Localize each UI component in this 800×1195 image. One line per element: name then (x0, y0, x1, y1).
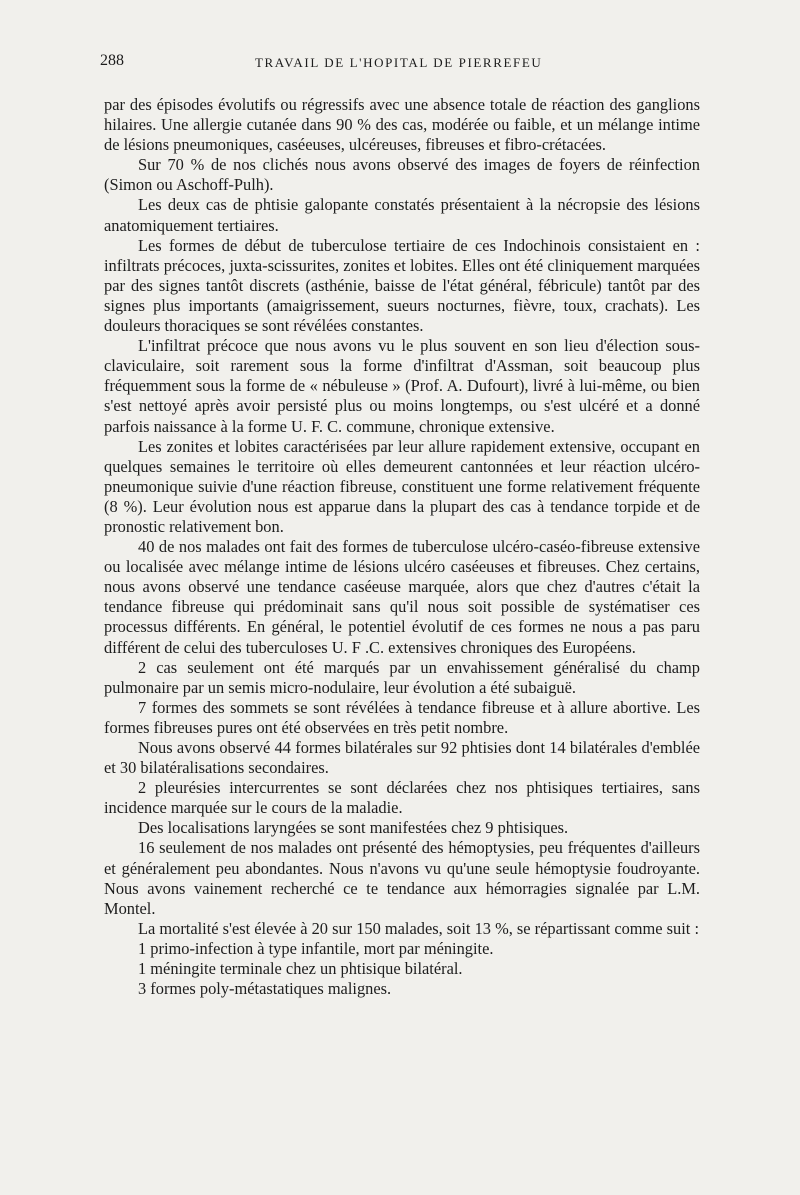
paragraph: Sur 70 % de nos clichés nous avons observé des images de foyers de réinfection (Simon ou Aschoff-Pulh). (104, 155, 700, 195)
page-number: 288 (100, 52, 124, 69)
running-title: TRAVAIL DE L'HOPITAL DE PIERREFEU (255, 55, 543, 70)
paragraph: Les zonites et lobites caractérisées par leur allure rapidement extensive, occupant en quelques semaines le territoire où elles demeurent cantonnées et leur réaction ulcéro-pneumonique suivie d'une réaction fibreuse, constituent une forme relativement fréquente (8 %). Leur évolution nous est apparue dans la plupart des cas à tendance torpide et de pronostic relativement bon. (104, 436, 700, 536)
paragraph: Les deux cas de phtisie galopante constatés présentaient à la nécropsie des lésions anatomiquement tertiaires. (104, 195, 700, 235)
paragraph: Des localisations laryngées se sont manifestées chez 9 phtisiques. (138, 818, 569, 838)
paragraph: L'infiltrat précoce que nous avons vu le plus souvent en son lieu d'élection sous-claviculaire, soit rarement sous la forme d'infiltrat d'Assman, soit beaucoup plus fréquemment sous la forme de « nébuleuse » (Prof. A. Dufourt), livré à lui-même, ou bien s'est nettoyé après avoir persisté plus ou moins longtemps, ou s'est ulcéré et a donné parfois naissance à la forme U. F. C. commune, chronique extensive. (104, 336, 700, 436)
paragraph: 2 cas seulement ont été marqués par un envahissement généralisé du champ pulmonaire par un semis micro-nodulaire, leur évolution a été subaiguë. (104, 657, 700, 697)
list-item: 3 formes poly-métastatiques malignes. (138, 979, 392, 999)
paragraph: La mortalité s'est élevée à 20 sur 150 malades, soit 13 %, se répartissant comme suit : (138, 918, 699, 938)
paragraph: 40 de nos malades ont fait des formes de tuberculose ulcéro-caséo-fibreuse extensive ou localisée avec mélange intime de lésions ulcéro caséeuses et fibreuses. Chez certains, nous avons observé une tendance caséeuse marquée, alors que chez d'autres c'était la tendance fibreuse qui prédominait sans qu'il nous soit possible de systématiser ces processus différents. En général, le potentiel évolutif de ces formes ne nous a pas paru différent de celui des tuberculoses U. F .C. extensives chroniques des Européens. (104, 537, 700, 657)
paragraph: par des épisodes évolutifs ou régressifs avec une absence totale de réaction des ganglions hilaires. Une allergie cutanée dans 90 % des cas, modérée ou faible, et un mélange intime de lésions pneumoniques, caséeuses, ulcéreuses, fibreuses et fibro-crétacées. (104, 95, 700, 155)
paragraph: Les formes de début de tuberculose tertiaire de ces Indochinois consistaient en : infiltrats précoces, juxta-scissurites, zonites et lobites. Elles ont été cliniquement marquées par des signes tantôt discrets (asthénie, baisse de l'état général, fébricule) tantôt par des signes plus importants (amaigrissement, sueurs nocturnes, fièvre, toux, crachats). Les douleurs thoraciques se sont révélées constantes. (104, 235, 700, 336)
list-item: 1 méningite terminale chez un phtisique bilatéral. (138, 959, 463, 979)
page-header (100, 52, 700, 74)
paragraph: 2 pleurésies intercurrentes se sont déclarées chez nos phtisiques tertiaires, sans incidence marquée sur le cours de la maladie. (104, 778, 700, 818)
body-text (104, 95, 700, 999)
paragraph: Nous avons observé 44 formes bilatérales sur 92 phtisies dont 14 bilatérales d'emblée et 30 bilatéralisations secondaires. (104, 738, 700, 778)
list-item: 1 primo-infection à type infantile, mort par méningite. (138, 938, 494, 958)
paragraph: 16 seulement de nos malades ont présenté des hémoptysies, peu fréquentes d'ailleurs et généralement peu abondantes. Nous n'avons vu qu'une seule hémoptysie foudroyante. Nous avons vainement recherché ce te tendance aux hémorragies signalée par L.M. Montel. (104, 838, 700, 918)
paragraph: 7 formes des sommets se sont révélées à tendance fibreuse et à allure abortive. Les formes fibreuses pures ont été observées en très petit nombre. (104, 697, 700, 737)
